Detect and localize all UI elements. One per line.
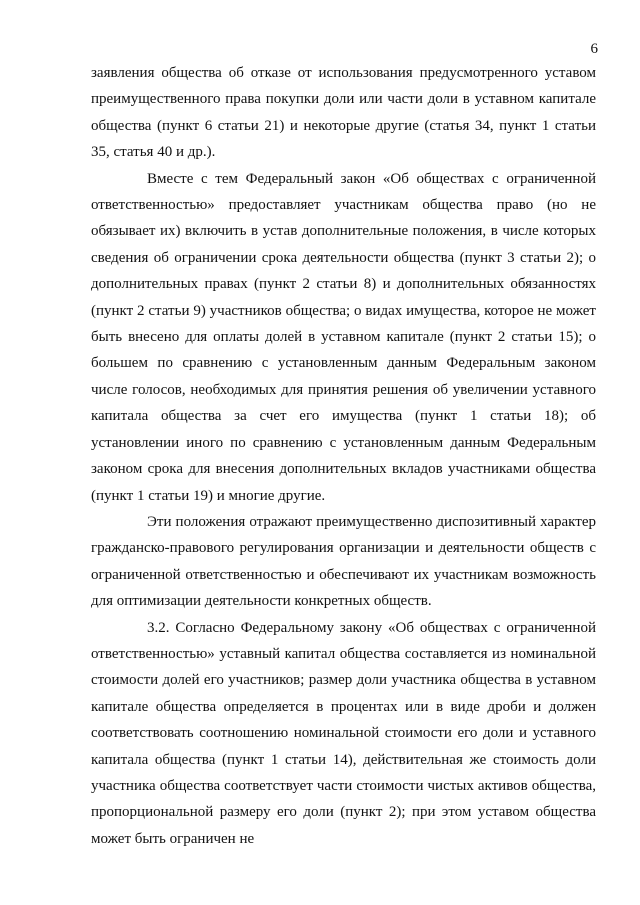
body-text <box>91 60 596 852</box>
paragraph-continuation: заявления общества об отказе от использования предусмотренного уставом преимущественного права покупки доли или части доли в уставном капитале общества (пункт 6 статьи 21) и некоторые другие (статья 34, пункт 1 статьи 35, статья 40 и др.). <box>91 65 596 161</box>
page-number: 6 <box>590 41 598 57</box>
paragraph-section-3-2: 3.2. Согласно Федеральному закону «Об обществах с ограниченной ответственностью» уставный капитал общества составляется из номинальной стоимости долей его участников; размер доли участника общества в уставном капитале общества определяется в процентах или в виде дроби и должен соответствовать соотношению номинальной стоимости его доли и уставного капитала общества (пункт 1 статьи 14), действительная же стоимость доли участника общества соответствует части стоимости чистых активов общества, пропорциональной размеру его доли (пункт 2); при этом уставом общества может быть ограничен не <box>91 619 596 847</box>
paragraph-dispositive-character: Эти положения отражают преимущественно диспозитивный характер гражданско-правового регулирования организации и деятельности обществ с ограниченной ответственностью и обеспечивают их участникам возможность для оптимизации деятельности конкретных обществ. <box>91 513 596 610</box>
paragraph-optional-charter-provisions: Вместе с тем Федеральный закон «Об обществах с ограниченной ответственностью» предоставляет участникам общества право (но не обязывает их) включить в устав дополнительные положения, в числе которых сведения об ограничении срока деятельности общества (пункт 3 статьи 2); о дополнительных правах (пункт 2 статьи 8) и дополнительных обязанностях (пункт 2 статьи 9) участников общества; о видах имущества, которое не может быть внесено для оплаты долей в уставном капитале (пункт 2 статьи 15); о большем по сравнению с установленным данным Федеральным законом числе голосов, необходимых для принятия решения об увеличении уставного капитала общества за счет его имущества (пункт 1 статьи 18); об установлении иного по сравнению с установленным данным Федеральным законом срока для внесения дополнительных вкладов участниками общества (пункт 1 статьи 19) и многие другие. <box>91 170 596 504</box>
